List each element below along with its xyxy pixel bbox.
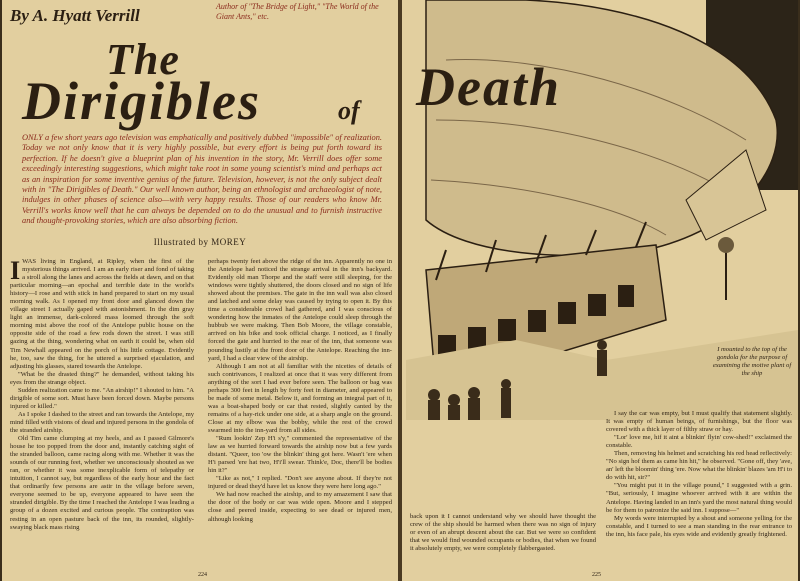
illustration-caption: I mounted to the top of the gondola for the purpose of examining the motive plant of the ship: [712, 346, 792, 377]
story-column-b: [208, 258, 392, 570]
page-number: 224: [198, 572, 207, 578]
story-paragraph: Although I am not at all familiar with the niceties of details of such contrivances, I realized at once that it was very different from anything of the sort I had ever before seen. The balloon or bag was perhaps 300 feet in length by forty feet in diameter, and appeared to be made of some metal. Below it, and forming an integral part of it, was a boat-shaped body or car that rested, slightly canted by the remains of a hay-rick under one side, at a sharp angle on the ground. Close at my elbow was the bobby, while the rest of the crowd swarmed into the inn-yard from all sides.: [208, 362, 392, 434]
story-paragraph: I say the car was empty, but I must qualify that statement slightly. It was empty of human beings, of furnishings, but the floor was covered with a thick layer of filthy straw or hay.: [606, 410, 792, 434]
story-paragraph: "Rum lookin' Zep H'i s'y," commented the representative of the law as we hurried forward towards the airship now but a few yards distant. "Queer, too 'ow the blinkin' thing got here. Wasn't 'ere when H'i parsed 'ere hat two, H'i'll swear. Think'e, Doc, there'll be bodies hin it?": [208, 435, 392, 475]
drop-cap: I: [10, 258, 21, 285]
story-paragraph: As I spoke I dashed to the street and ran towards the Antelope, my mind filled with visions of dead and injured persons in the gondola of the stranded airship.: [10, 410, 194, 434]
title-word-the: The: [106, 35, 180, 84]
story-column-a: [10, 258, 194, 570]
story-paragraph: back upon it I cannot understand why we should have thought the crew of the ship should be harmed when there was no sign of injury or even of an abrupt descent about the car. But we were so confident that we would find wounded occupants or bodies, that when we found it absolutely empty, we were completely flabbergasted.: [410, 513, 596, 553]
story-paragraph: Old Tim came clumping at my heels, and as I passed Gilmore's house he too popped from the door and, instantly catching sight of the stranded balloon, came racing along with me. Whether it was the sounds of our running feet, whether we unconsciously shouted as we ran, or whether it was some inexplicable form of telepathy or intuition, I cannot say, but regardless of the early hour and the fact that ordinarily few persons are astir in the village before seven, everyone seemed to be up, everyone appeared to have seen the stranded dirigible. By the time I reached the Antelope I was leading a group of a dozen excited and curious people. The contraption was resting in an open pasture back of the inn, its rounded, slightly-swaying black mass rising: [10, 435, 194, 531]
title-word-dirigibles: Dirigibles: [22, 71, 262, 131]
story-paragraph: We had now reached the airship, and to my amazement I saw that the door of the body or car was wide open. Moore and I stepped close and peered inside, expecting to see dead or injured men, although looking: [208, 491, 392, 523]
editorial-intro: ONLY a few short years ago television was emphatically and positively dubbed "impossible" of realization. Today we not only know that it is very highly possible, but every effort is being put forth toward its perfection. If he doesn't give a blueprint plan of his invention in the story, Mr. Verrill does offer some exceedingly interesting suggestions, which might take root in some young scientist's mind and perhaps act as an inspiration for some inventive genius of the future. Television, however, is not the only subject dealt with in "The Dirigibles of Death." Our well known author, being an ethnologist and archaeologist of note, indulges in other phases of science also—with very happy results. Those of our readers who know Mr. Verrill's works know well that he can always be depended on to do the unusual and to furnish instructive and thought-provoking stories, which are also absorbing fiction.: [22, 133, 382, 226]
title-word-of: of: [338, 96, 360, 125]
story-paragraph: "What be the drasted thing?" he demanded, without taking his eyes from the strange object.: [10, 370, 194, 386]
illustrator-credit: Illustrated by MOREY: [153, 237, 247, 247]
story-paragraph: WAS living in England, at Ripley, when the first of the mysterious things arrived. I am an early riser and fond of taking a stroll along the lanes and across the fields at dawn, and on that particular morning—an epochal and terrible date in the world's history—I rose and with stick in hand prepared to start on my usual morning walk. As I opened my front door and glanced down the village street I actually gaped with astonishment. In the dim gray light an immense, dark-colored mass loomed through the soft morning mist above the roof of the Antelope public house on the opposite side of the road a few rods down the street. I was still gazing at the thing, wondering what on earth it could be, when old Tim Newhall appeared on the porch of his little cottage. Evidently he, too, saw the thing, for he uttered a surprised ejaculation, and adjusting his glasses, stared towards the Antelope.: [10, 258, 194, 370]
story-paragraph: Sudden realization came to me. "An airship!" I shouted to him. "A dirigible of some sort. Must have been forced down. Maybe persons injured or killed.": [10, 386, 194, 410]
story-paragraph: My words were interrupted by a shout and someone yelling for the constable, and I turned to see a man standing in the rear entrance to the inn, his face pale, his eyes wide and evidently greatly frightened.: [606, 514, 792, 538]
author-note: Author of "The Bridge of Light," "The World of the Giant Ants," etc.: [216, 2, 379, 21]
left-page: [2, 0, 398, 581]
story-paragraph: "Lor' love me, hif it aint a blinkin' flyin' cow-shed!" exclaimed the constable.: [606, 434, 792, 450]
story-paragraph: "Like as not," I replied. "Don't see anyone about. If they're not injured or dead they'd have let us know they were here long ago.": [208, 475, 392, 491]
byline: By A. Hyatt Verrill: [10, 6, 140, 25]
story-column-c: [410, 513, 596, 571]
page-number: 225: [592, 572, 601, 578]
title-word-death: Death: [416, 57, 561, 117]
right-page: [402, 0, 798, 581]
story-paragraph: perhaps twenty feet above the ridge of the inn. Apparently no one in the Antelope had noticed the strange arrival in the inn's backyard. Evidently old man Thorpe and the staff were still sleeping, for the windows were tightly shuttered, the doors closed and no sign of life showed about the premises. The gate in the inn wall was also closed and latched and some delay was caused by trying to open it. By this time a considerable crowd had gathered, and I was conscious of wondering how the inmates of the Antelope could sleep through the hubbub we were making. Then Bob Moore, the village constable, arrived on his bike and took official charge. I noticed, as I finally forced the gate and hurried to the rear of the inn, that someone was pounding lustily at the front door of the Antelope. Reaching the inn-yard, I had a clear view of the airship.: [208, 258, 392, 362]
story-paragraph: "You might put it in the village pound," I suggested with a grin. "But, seriously, I imagine whoever arrived with it are within the Antelope. Having landed in an inn's yard the most natural thing would be for them to patronize the said inn. I suppose—": [606, 482, 792, 514]
story-paragraph: Then, removing his helmet and scratching his red head reflectively: "No sign hof them as came hin hit," he observed. "Gone off, they 'ave, an' left the bloomin' thing 'ere. Now what the blinkin' blazes 'am H'i to do with hit, sir?": [606, 450, 792, 482]
story-column-d: [606, 410, 792, 572]
